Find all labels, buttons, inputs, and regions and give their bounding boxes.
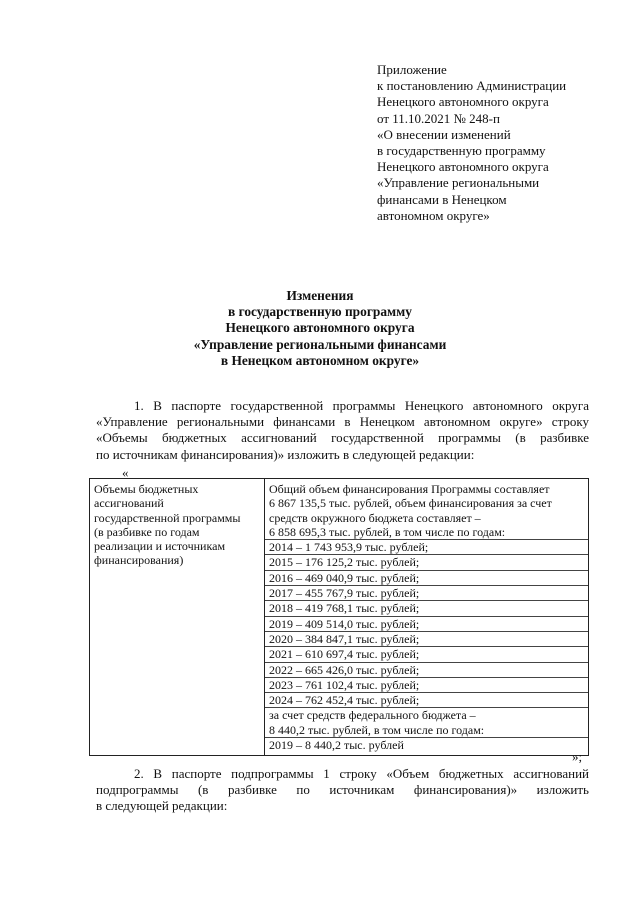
- value-line: 2016 – 469 040,9 тыс. рублей;: [265, 571, 588, 586]
- table-cell-value: [265, 479, 589, 756]
- label-line: Объемы бюджетных: [94, 482, 199, 496]
- value-line: 2023 – 761 102,4 тыс. рублей;: [265, 678, 588, 693]
- title-line: в государственную программу: [228, 304, 412, 320]
- paragraph-1: [96, 398, 589, 463]
- value-line: 2014 – 1 743 953,9 тыс. рублей;: [265, 540, 588, 555]
- label-line: финансирования): [94, 553, 184, 568]
- appendix-block: [377, 62, 566, 224]
- paragraph-line: «Объемы бюджетных ассигнований государственной программы (в разбивке: [96, 430, 589, 446]
- paragraph-line: 2. В паспорте подпрограммы 1 строку «Объем бюджетных ассигнований: [134, 766, 589, 781]
- appendix-line: автономном округе»: [377, 207, 490, 223]
- document-title: [0, 288, 640, 369]
- label-line: (в разбивке по годам: [94, 524, 200, 539]
- paragraph-line: в следующей редакции:: [96, 798, 228, 814]
- value-line: 2022 – 665 426,0 тыс. рублей;: [265, 663, 588, 678]
- appendix-line: от 11.10.2021 № 248-п: [377, 110, 500, 126]
- value-line: 2020 – 384 847,1 тыс. рублей;: [265, 632, 588, 647]
- appendix-line: «О внесении изменений: [377, 126, 511, 142]
- paragraph-line: «Управление региональными финансами в Ненецком автономном округе» строку: [96, 414, 589, 430]
- appendix-line: в государственную программу: [377, 143, 546, 159]
- title-line: Изменения: [286, 288, 354, 303]
- value-line: Общий объем финансирования Программы составляет: [269, 482, 550, 496]
- paragraph-line: по источникам финансирования)» изложить в следующей редакции:: [96, 446, 475, 462]
- appendix-line: финансами в Ненецком: [377, 191, 507, 207]
- value-line: 8 440,2 тыс. рублей, в том числе по годам:: [265, 723, 588, 738]
- title-line: в Ненецком автономном округе»: [220, 352, 420, 368]
- table-cell-label: [90, 479, 265, 756]
- title-line: «Управление региональными финансами: [193, 336, 447, 352]
- opening-quote: «: [122, 465, 129, 480]
- value-line: 6 867 135,5 тыс. рублей, объем финансирования за счет: [269, 496, 552, 511]
- appendix-line: к постановлению Администрации: [377, 78, 567, 94]
- paragraph-line: 1. В паспорте государственной программы Ненецкого автономного округа: [134, 398, 589, 413]
- label-line: ассигнований: [94, 496, 164, 511]
- value-line: 2015 – 176 125,2 тыс. рублей;: [265, 555, 588, 570]
- paragraph-line: подпрограммы (в разбивке по источникам финансирования)» изложить: [96, 782, 589, 798]
- label-line: государственной программы: [94, 510, 241, 525]
- value-line: 2021 – 610 697,4 тыс. рублей;: [265, 647, 588, 662]
- value-line: 2019 – 8 440,2 тыс. рублей: [269, 738, 404, 753]
- value-line: 2017 – 455 767,9 тыс. рублей;: [265, 586, 588, 601]
- value-line: 2019 – 409 514,0 тыс. рублей;: [265, 617, 588, 632]
- appendix-line: Ненецкого автономного округа: [377, 159, 549, 175]
- value-line: за счет средств федерального бюджета –: [269, 708, 476, 723]
- budget-table: [89, 478, 589, 756]
- paragraph-2: [96, 766, 589, 815]
- label-line: реализации и источникам: [94, 539, 226, 554]
- value-line: 2024 – 762 452,4 тыс. рублей;: [265, 693, 588, 708]
- value-line: средств окружного бюджета составляет –: [269, 510, 481, 525]
- appendix-line: Ненецкого автономного округа: [377, 94, 549, 110]
- appendix-line: «Управление региональными: [377, 175, 540, 191]
- appendix-line: Приложение: [377, 62, 447, 77]
- closing-quote: »;: [572, 749, 583, 764]
- value-line: 6 858 695,3 тыс. рублей, в том числе по годам:: [265, 525, 588, 540]
- table-row: [90, 479, 589, 756]
- value-line: 2018 – 419 768,1 тыс. рублей;: [265, 601, 588, 616]
- title-line: Ненецкого автономного округа: [225, 320, 415, 336]
